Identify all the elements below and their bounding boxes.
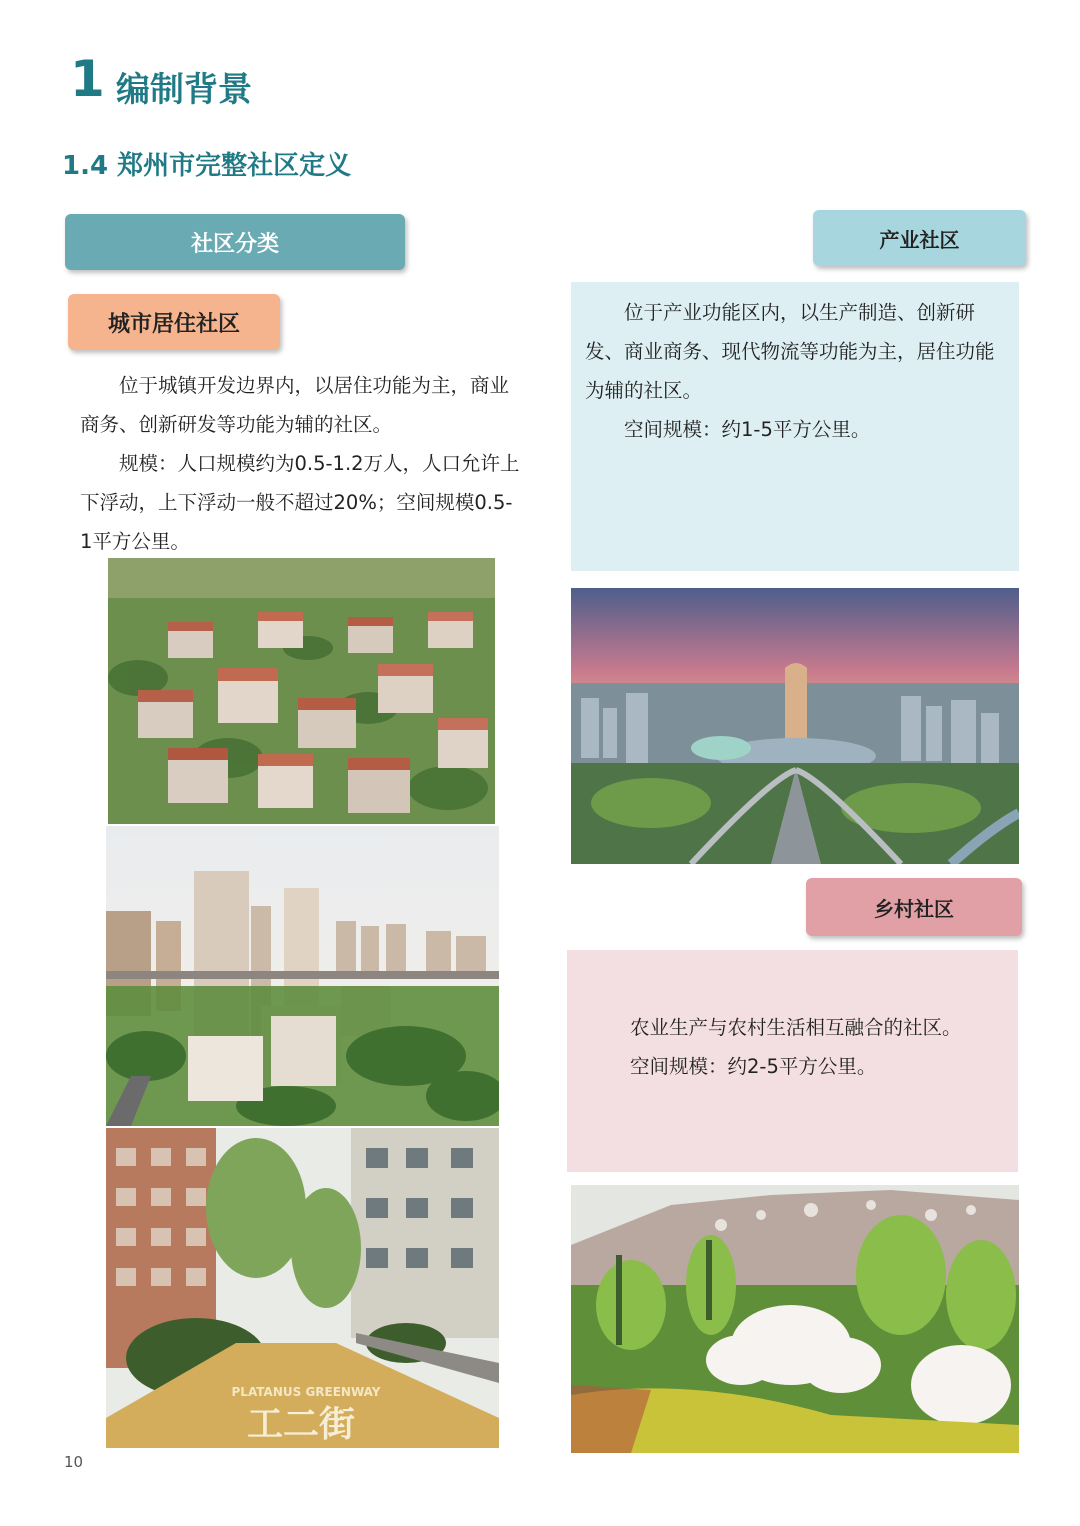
greenway-street-photo xyxy=(106,1128,499,1448)
urban-description xyxy=(80,366,520,561)
industrial-community-tag: 产业社区 xyxy=(813,210,1026,266)
greenway-road-text: 工二街 xyxy=(246,1404,356,1445)
page-number: 10 xyxy=(64,1453,84,1471)
industry-definition: 位于产业功能区内，以生产制造、创新研发、商业商务、现代物流等功能为主，居住功能为辅的社区。 xyxy=(585,301,995,402)
rural-description xyxy=(630,1008,1010,1086)
greenway-sign-text: PLATANUS GREENWAY xyxy=(231,1385,381,1399)
section-title: 1.4 郑州市完整社区定义 xyxy=(62,151,352,181)
chapter-title: 编制背景 xyxy=(116,70,252,110)
rural-community-tag: 乡村社区 xyxy=(806,878,1022,936)
urban-residential-community-tag: 城市居住社区 xyxy=(68,294,280,350)
city-skyline-photo xyxy=(571,588,1019,864)
industry-scale: 空间规模：约1-5平方公里。 xyxy=(624,418,871,441)
rural-scale: 空间规模：约2-5平方公里。 xyxy=(630,1055,877,1078)
rural-landscape-photo xyxy=(571,1185,1019,1453)
high-rise-residential-photo xyxy=(106,826,499,1126)
industry-description xyxy=(585,293,1010,449)
chapter-number: 1 xyxy=(70,50,105,108)
community-classification-tag: 社区分类 xyxy=(65,214,405,270)
urban-scale: 规模：人口规模约为0.5-1.2万人，人口允许上下浮动，上下浮动一般不超过20%；空间规模0.5-1平方公里。 xyxy=(80,452,520,553)
villa-neighborhood-photo xyxy=(108,558,495,824)
rural-definition: 农业生产与农村生活相互融合的社区。 xyxy=(630,1016,962,1039)
urban-definition: 位于城镇开发边界内，以居住功能为主，商业商务、创新研发等功能为辅的社区。 xyxy=(80,374,510,436)
